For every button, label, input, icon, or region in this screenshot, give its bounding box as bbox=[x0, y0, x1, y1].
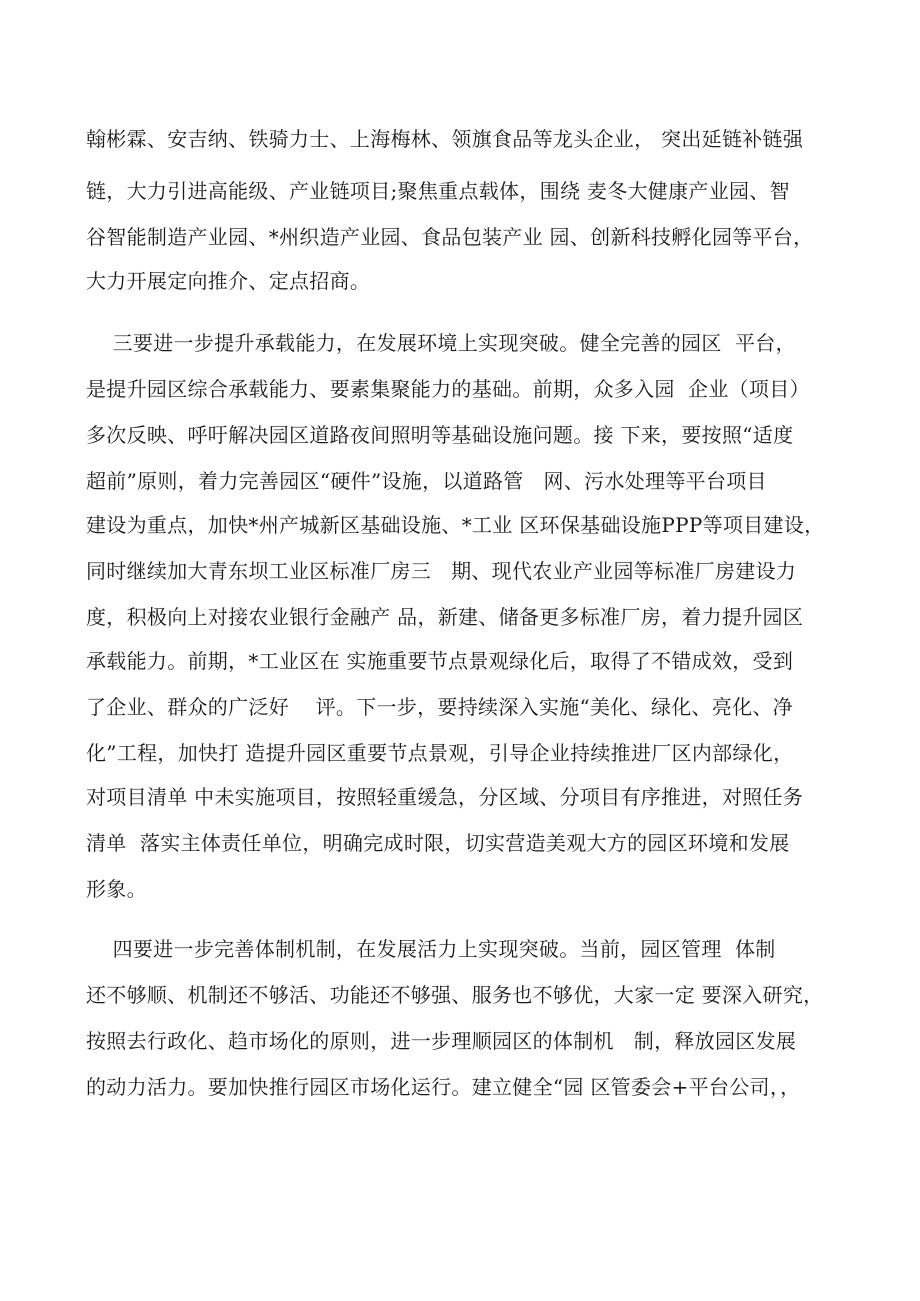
text-line: 还不够顺、机制还不够活、功能还不够强、服务也不够优，大家一定 要深入研究， bbox=[86, 983, 824, 1007]
text-line: 度，积极向上对接农业银行金融产 品，新建、储备更多标准厂房，着力提升园区 bbox=[86, 605, 804, 629]
text-line: 同时继续加大青东坝工业区标准厂房三 期、现代农业产业园等标准厂房建设力 bbox=[86, 559, 797, 583]
text-line: 谷智能制造产业园、*州织造产业园、食品包装产业 园、创新科技孵化园等平台， bbox=[86, 225, 814, 249]
text-line: 建设为重点，加快*州产城新区基础设施、*工业 区环保基础设施PPP等项目建设， bbox=[86, 513, 825, 537]
text-line: 三要进一步提升承载能力，在发展环境上实现突破。健全完善的园区 平台， bbox=[86, 331, 796, 355]
text-line: 是提升园区综合承载能力、要素集聚能力的基础。前期，众多入园 企业（项目） bbox=[86, 377, 810, 401]
text-line: 超前”原则，着力完善园区“硬件”设施，以道路管 网、污水处理等平台项目 bbox=[86, 469, 767, 493]
text-line: 大力开展定向推介、定点招商。 bbox=[86, 269, 371, 293]
text-line: 四要进一步完善体制机制，在发展活力上实现突破。当前，园区管理 体制 bbox=[86, 937, 776, 961]
text-line: 翰彬霖、安吉纳、铁骑力士、上海梅林、领旗食品等龙头企业， 突出延链补链强 bbox=[86, 127, 804, 151]
text-line: 清单 落实主体责任单位，明确完成时限，切实营造美观大方的园区环境和发展 bbox=[86, 831, 790, 855]
text-line: 对项目清单 中未实施项目，按照轻重缓急，分区域、分项目有序推进，对照任务 bbox=[86, 785, 804, 809]
text-line: 的动力活力。要加快推行园区市场化运行。建立健全“园 区管委会+平台公司，， bbox=[86, 1075, 801, 1099]
text-line: 链，大力引进高能级、产业链项目;聚焦重点载体，围绕 麦冬大健康产业园、智 bbox=[86, 179, 790, 203]
text-line: 形象。 bbox=[86, 877, 147, 901]
text-line: 承载能力。前期，*工业区在 实施重要节点景观绿化后，取得了不错成效，受到 bbox=[86, 649, 794, 673]
text-line: 化”工程，加快打 造提升园区重要节点景观，引导企业持续推进厂区内部绿化， bbox=[86, 741, 794, 765]
text-line: 了企业、群众的广泛好 评。下一步，要持续深入实施“美化、绿化、亮化、净 bbox=[86, 695, 794, 719]
text-line: 多次反映、呼吁解决园区道路夜间照明等基础设施问题。接 下来，要按照“适度 bbox=[86, 423, 794, 447]
text-line: 按照去行政化、趋市场化的原则，进一步理顺园区的体制机 制，释放园区发展 bbox=[86, 1029, 797, 1053]
